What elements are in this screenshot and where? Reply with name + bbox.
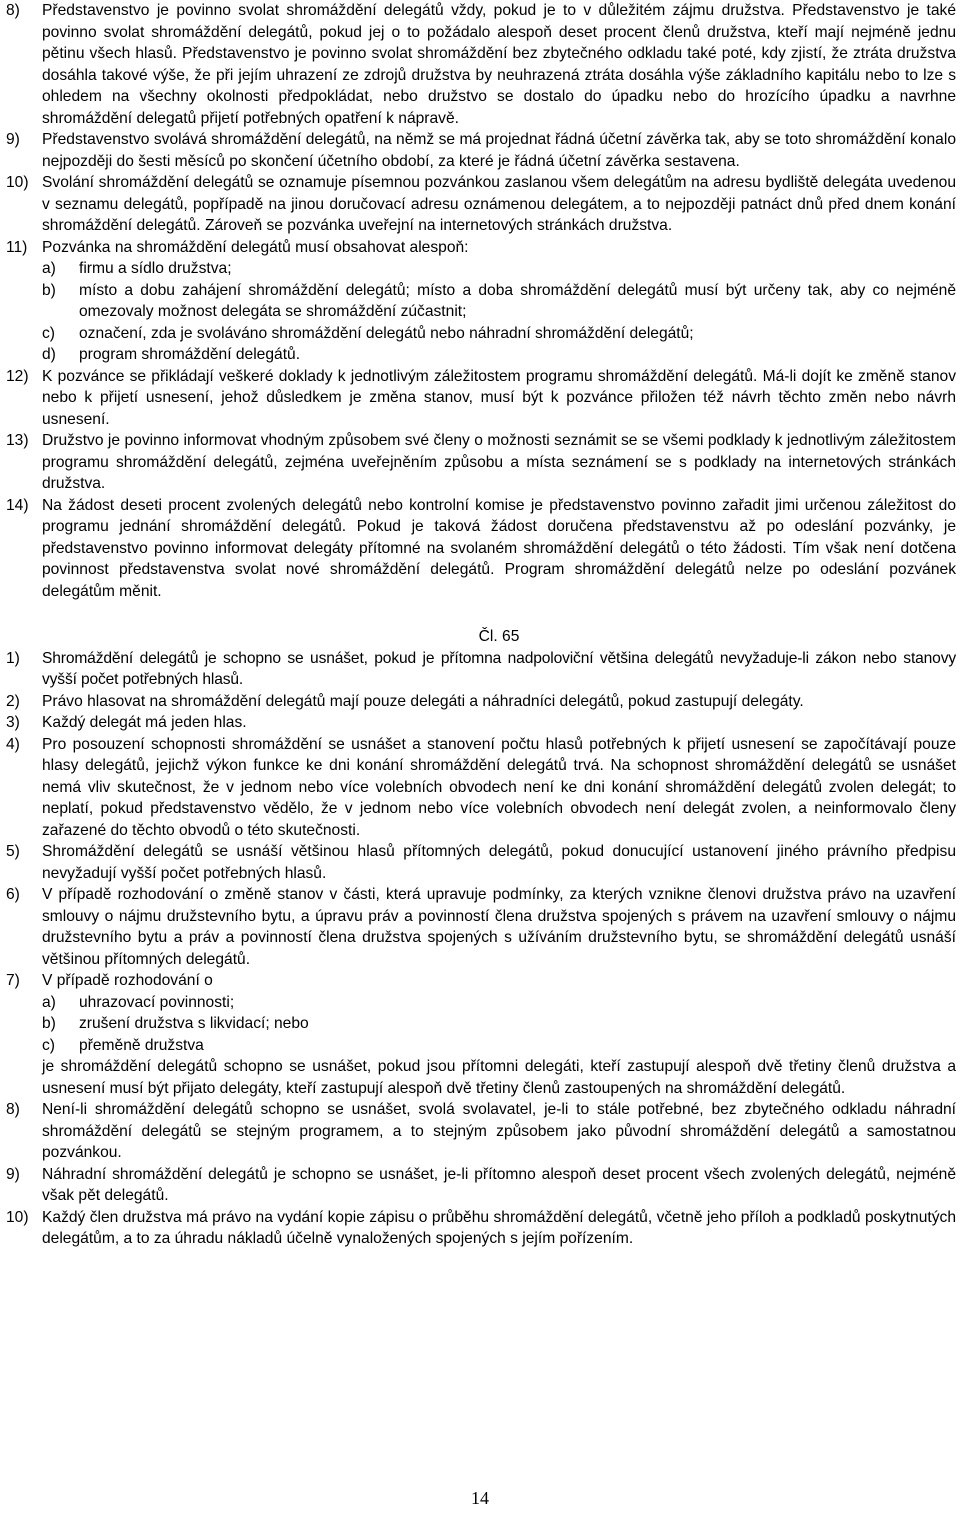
paragraph-10: [6, 172, 956, 237]
paragraph-text: Představenstvo svolává shromáždění delegátů, na němž se má projednat řádná účetní závěrka tak, aby se toto shromáždění konalo nejpozději do šesti měsíců po skončení účetního období, za které je řádná účetní závěrka sestavena.: [42, 131, 956, 170]
paragraph-text: Družstvo je povinno informovat vhodným způsobem své členy o možnosti seznámit se se všemi podklady k jednotlivým záležitostem programu shromáždění delegátů, zejména uveřejněním způsobu a místa seznámení se s podklady na internetových stránkách družstva.: [42, 432, 956, 492]
paragraph-number: 13): [6, 432, 29, 449]
paragraph-11: [6, 237, 956, 259]
list-item-c: [42, 323, 956, 345]
paragraph-12: [6, 366, 956, 431]
paragraph-number: 11): [6, 238, 28, 256]
paragraph-number: 14): [6, 496, 29, 514]
paragraph-number: 2): [6, 692, 20, 710]
list-text: místo a dobu zahájení shromáždění delegátů; místo a doba shromáždění delegátů musí být určeny tak, aby co nejméně omezovaly možnost delegáta se shromáždění zúčastnit;: [79, 281, 956, 320]
paragraph-text: Pozvánka na shromáždění delegátů musí obsahovat alespoň:: [42, 238, 469, 256]
paragraph-8: [6, 1099, 956, 1164]
paragraph-number: 6): [6, 886, 20, 903]
paragraph-number: 8): [6, 2, 20, 19]
paragraph-text: Představenstvo je povinno svolat shromáždění delegátů vždy, pokud je to v důležitém zájmu družstva. Představenstvo je také povinno svolat shromáždění delegátů, pokud jej o to požádalo alespoň deset procent členů družstva, kteří mají nejméně jednu pětinu všech hlasů. Představenstvo je povinno svolat shromáždění bez zbytečného odkladu také poté, kdy zjistí, že ztráta družstva dosáhla takové výše, že při jejím uhrazení ze zdrojů družstva by neuhrazená ztráta dosáhla výše základního kapitálu nebo to lze s ohledem na všechny okolnosti předpokládat, nebo družstvo se dostalo do úpadku nebo do hrozícího úpadku a navrhne shromáždění delegatů přijetí potřebných opatření k nápravě.: [42, 2, 956, 127]
paragraph-number: 8): [6, 1101, 20, 1118]
paragraph-number: 4): [6, 735, 20, 753]
list-letter: c): [42, 324, 55, 342]
paragraph-text: Na žádost deseti procent zvolených delegátů nebo kontrolní komise je představenstvo povinno zařadit jimi určenou záležitost do programu jednání shromáždění delegátů. Pokud je taková žádost doručena představenstvu až po odeslání pozvánky, je představenstvo povinno informovat delegáty přítomné na svolaném shromáždění delegátů o této žádosti. Tím však není dotčena povinnost představenstva svolat nové shromáždění delegátů. Program shromáždění delegátů nelze po odeslání pozvánek delegátům měnit.: [42, 496, 956, 600]
paragraph-number: 1): [6, 649, 20, 667]
list-text: označení, zda je svoláváno shromáždění delegátů nebo náhradní shromáždění delegátů;: [79, 324, 694, 342]
article-heading: Čl. 65: [478, 628, 520, 645]
paragraph-text: K pozvánce se přikládají veškeré doklady k jednotlivým záležitostem programu shromáždění delegátů. Má-li dojít ke změně stanov nebo k přijetí usnesení, jehož důsledkem je změna stanov, musí být k pozvánce přiložen též návrh těchto změn nebo návrh usnesení.: [42, 367, 956, 428]
list-item-b: [42, 280, 956, 323]
paragraph-7-continuation: je shromáždění delegátů schopno se usnášet, pokud jsou přítomni delegáti, kteří zastupují alespoň dvě třetiny členů družstva a usnesení musí být přijato delegáty, kteří zastupují alespoň dvě třetiny členů zastoupených na shromáždění delegátů.: [42, 1058, 956, 1097]
paragraph-9: [6, 129, 956, 172]
list-item-a: [42, 258, 956, 280]
paragraph-text: Svolání shromáždění delegátů se oznamuje písemnou pozvánkou zaslanou všem delegátům na adresu bydliště delegáta uvedenou v seznamu delegátů, popřípadě na jinou doručovací adresu oznámenou delegátem, a to nejpozději patnáct dnů před dnem konání shromáždění delegátů. Zároveň se pozvánka uveřejní na internetových stránkách družstva.: [42, 174, 956, 234]
list-letter: c): [42, 1036, 55, 1054]
paragraph-text: Shromáždění delegátů se usnáší většinou hlasů přítomných delegátů, pokud donucující ustanovení jiného právního předpisu nevyžadují vyšší počet potřebných hlasů.: [42, 843, 956, 882]
paragraph-text: Není-li shromáždění delegátů schopno se usnášet, svolá svolavatel, je-li to stále potřebné, bez zbytečného odkladu náhradní shromáždění delegátů se stejným programem, a to stejným způsobem jako původní shromáždění delegátů a samostatnou pozvánkou.: [42, 1101, 956, 1161]
paragraph-number: 10): [6, 174, 29, 191]
article-64-continued: [6, 0, 956, 602]
paragraph-text: Pro posouzení schopnosti shromáždění se usnášet a stanovení počtu hlasů potřebných k přijetí usnesení se započítávají pouze hlasy delegátů, jejichž výkon funkce ke dni konání shromáždění delegátů trvá. Na schopnost shromáždění delegátů se usnášet nemá vliv skutečnost, že v jednom nebo více volebních obvodech není ke dni konání shromáždění delegátů zvolen delegát; to neplatí, pokud představenstvo vědělo, že v jednom nebo více volebních obvodech není delegát zvolen, a neinformovalo členy zařazené do těchto obvodů o této skutečnosti.: [42, 735, 956, 839]
paragraph-text: Každý delegát má jeden hlas.: [42, 714, 247, 731]
paragraph-number: 9): [6, 131, 20, 148]
paragraph-10: [6, 1207, 956, 1250]
paragraph-text: Právo hlasovat na shromáždění delegátů mají pouze delegáti a náhradníci delegátů, pokud zastupují delegáty.: [42, 692, 804, 710]
paragraph-8: [6, 0, 956, 129]
paragraph-number: 3): [6, 714, 20, 731]
paragraph-7: [6, 970, 956, 992]
list-item-d: [42, 344, 956, 366]
paragraph-text: V případě rozhodování o: [42, 972, 213, 989]
paragraph-6: [6, 884, 956, 970]
list-text: uhrazovací povinnosti;: [79, 993, 235, 1011]
paragraph-5: [6, 841, 956, 884]
paragraph-number: 10): [6, 1208, 29, 1226]
list-item-c: [42, 1035, 956, 1057]
paragraph-number: 12): [6, 367, 29, 385]
list-text: program shromáždění delegátů.: [79, 346, 301, 363]
article-65: [6, 648, 956, 1250]
list-item-b: [42, 1013, 956, 1035]
list-letter: d): [42, 346, 56, 363]
document-body: [6, 0, 956, 1250]
invitation-requirements-list: [6, 258, 956, 366]
paragraph-number: 9): [6, 1165, 20, 1183]
list-letter: b): [42, 1015, 56, 1032]
paragraph-14: [6, 495, 956, 603]
paragraph-text: V případě rozhodování o změně stanov v části, která upravuje podmínky, za kterých vznikne členovi družstva právo na uzavření smlouvy o nájmu družstevního bytu, a úpravu práv a povinností člena družstva spojených s právem na uzavření smlouvy o nájmu družstevního bytu a práv a povinností člena družstva spojených s užíváním družstevního bytu, se shromáždění delegátů usnáší většinou přítomných delegátů.: [42, 886, 956, 968]
list-letter: b): [42, 281, 56, 299]
paragraph-1: [6, 648, 956, 691]
paragraph-number: 5): [6, 843, 20, 860]
paragraph-9: [6, 1164, 956, 1207]
list-text: firmu a sídlo družstva;: [79, 260, 232, 277]
paragraph-number: 7): [6, 972, 20, 989]
list-item-a: [42, 992, 956, 1014]
paragraph-text: Náhradní shromáždění delegátů je schopno se usnášet, je-li přítomno alespoň deset procent všech zvolených delegátů, nejméně však pět delegátů.: [42, 1165, 956, 1204]
list-letter: a): [42, 993, 56, 1011]
paragraph-4: [6, 734, 956, 842]
list-text: zrušení družstva s likvidací; nebo: [79, 1015, 309, 1032]
paragraph-3: [6, 712, 956, 734]
decision-types-list: [6, 992, 956, 1057]
paragraph-text: Shromáždění delegátů je schopno se usnášet, pokud je přítomna nadpoloviční většina delegátů nevyžaduje-li zákon nebo stanovy vyšší počet potřebných hlasů.: [42, 649, 956, 688]
list-text: přeměně družstva: [79, 1036, 204, 1054]
paragraph-13: [6, 430, 956, 495]
page-number: 14: [471, 1488, 489, 1508]
paragraph-2: [6, 691, 956, 713]
paragraph-text: Každý člen družstva má právo na vydání kopie zápisu o průběhu shromáždění delegátů, včetně jeho příloh a podkladů poskytnutých delegátům, a to za úhradu nákladů účelně vynaložených spojených s jejím pořízením.: [42, 1208, 956, 1247]
list-letter: a): [42, 260, 56, 277]
